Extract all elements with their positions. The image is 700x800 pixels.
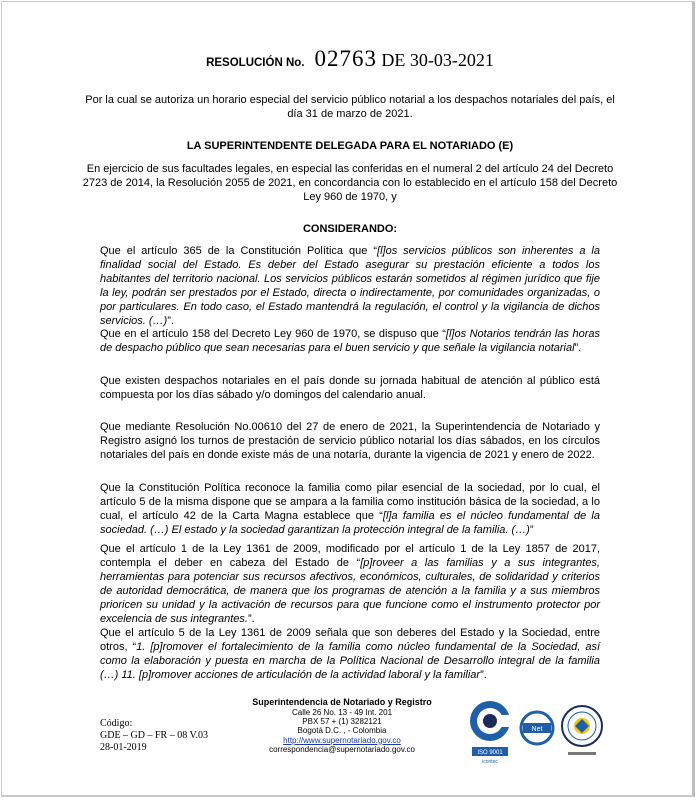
subject-line: Por la cual se autoriza un horario especial del servicio público notarial a los despachos notariales del país, el: [85, 94, 615, 106]
authority-title: LA SUPERINTENDENTE DELEGADA PARA EL NOTARIADO (E): [186, 140, 514, 152]
resolution-label: RESOLUCIÓN No.: [206, 57, 305, 69]
footer-address: Calle 26 No. 13 - 49 Int. 201: [291, 708, 393, 717]
powers-line: Ley 960 de 1970, y: [303, 191, 397, 203]
footer-email: correspondencia@supernotariado.gov.co: [269, 744, 415, 754]
iqnet-label: Net: [531, 726, 543, 733]
seal-logo-icon: [558, 700, 606, 766]
paragraph-6: Que el artículo 1 de la Ley 1361 de 2009, modificado por el artículo 1 de la Ley 1857 de 2017, contempla el deber en cabeza del Estado de “[p]roveer a las familias y a sus integrantes, herramientas para potenciar sus recursos afectivos, económicos, culturales, de solidaridad y criterios de autoridad democrática, de manera que los programas de atención a la familia y a sus miembros prioricen su unidad y la activación de recursos para que funcione como el instrumento protector por excelencia de sus integrantes.”.: [100, 543, 600, 625]
website-link[interactable]: http://www.supernotariado.gov.co: [283, 735, 401, 745]
powers-line: 2723 de 2014, la Resolución 2055 de 2021, en concordancia con lo establecido en el artículo 158 del Decreto: [82, 177, 618, 189]
paragraph-5: Que la Constitución Política reconoce la familia como pilar esencial de la sociedad, por lo cual, el artículo 5 de la misma dispone que se ampara a la familia como institución básica de la sociedad, a lo cual, el artículo 42 de la Carta Magna establece que “[l]a familia es el núcleo fundamental de la sociedad. (…) El estado y la sociedad garantizan la protección integral de la familia. (…)”: [100, 482, 600, 536]
code-date: 28-01-2019: [100, 742, 147, 753]
subject-line: día 31 de marzo de 2021.: [287, 108, 413, 120]
paragraph-2: Que en el artículo 158 del Decreto Ley 960 de 1970, se dispuso que “[l]os Notarios tendrán las horas de despacho público que sean necesarias para el buen servicio y que señale la vigilancia notarial”.: [100, 328, 600, 354]
code-label: Código:: [100, 718, 133, 729]
document-code: [100, 718, 208, 754]
iqnet-logo-icon: [518, 706, 556, 762]
resolution-date: DE 30-03-2021: [381, 50, 494, 70]
code-value: GDE – GD – FR – 08 V.03: [100, 730, 208, 741]
resolution-subject: [0, 93, 700, 121]
considering-heading: CONSIDERANDO:: [302, 223, 398, 235]
footer-city: Bogotá D.C. , - Colombia: [297, 726, 387, 736]
legal-powers: [0, 162, 700, 204]
resolution-header: [0, 46, 700, 72]
paragraph-4: Que mediante Resolución No.00610 del 27 de enero de 2021, la Superintendencia de Notariado y Registro asignó los turnos de prestación de servicio público notarial los días sábados, en los círculos notariales del país en donde existe más de una notaría, durante la vigencia de 2021 y enero de 2022.: [100, 421, 600, 461]
icontec-label: icontec: [482, 759, 498, 765]
footer-phone: PBX 57 + (1) 3282121: [302, 717, 382, 727]
paragraph-1: Que el artículo 365 de la Constitución Política que “[l]os servicios públicos son inherentes a la finalidad social del Estado. Es deber del Estado asegurar su prestación eficiente a todos los habitantes del territorio nacional. Los servicios públicos estarán sometidos al régimen jurídico que fije la ley, podrán ser prestados por el Estado, directa o indirectamente, por comunidades organizadas, o por particulares. En todo caso, el Estado mantendrá la regulación, el control y la vigilancia de dichos servicios. (…)”.: [100, 245, 600, 327]
footer-title: Superintendencia de Notariado y Registro: [252, 697, 432, 707]
snr-logo-icon: [466, 697, 514, 767]
powers-line: En ejercicio de sus facultades legales, en especial las conferidas en el numeral 2 del artículo 24 del Decreto: [86, 163, 614, 175]
iso-label: ISO 9001: [477, 750, 503, 756]
paragraph-7: Que el artículo 5 de la Ley 1361 de 2009 señala que son deberes del Estado y la Sociedad, entre otros, “1. [p]romover el fortalecimiento de la familia como núcleo fundamental de la Sociedad, así como la elaboración y puesta en marcha de la Política Nacional de Desarrollo integral de la familia (…) 11. [p]romover acciones de articulación de la actividad laboral y la familiar”.: [100, 627, 600, 681]
footer-contact: [232, 697, 452, 754]
paragraph-3: Que existen despachos notariales en el país donde su jornada habitual de atención al público está compuesta por los días sábado y/o domingos del calendario anual.: [100, 375, 600, 401]
resolution-number: 02763: [314, 46, 377, 71]
